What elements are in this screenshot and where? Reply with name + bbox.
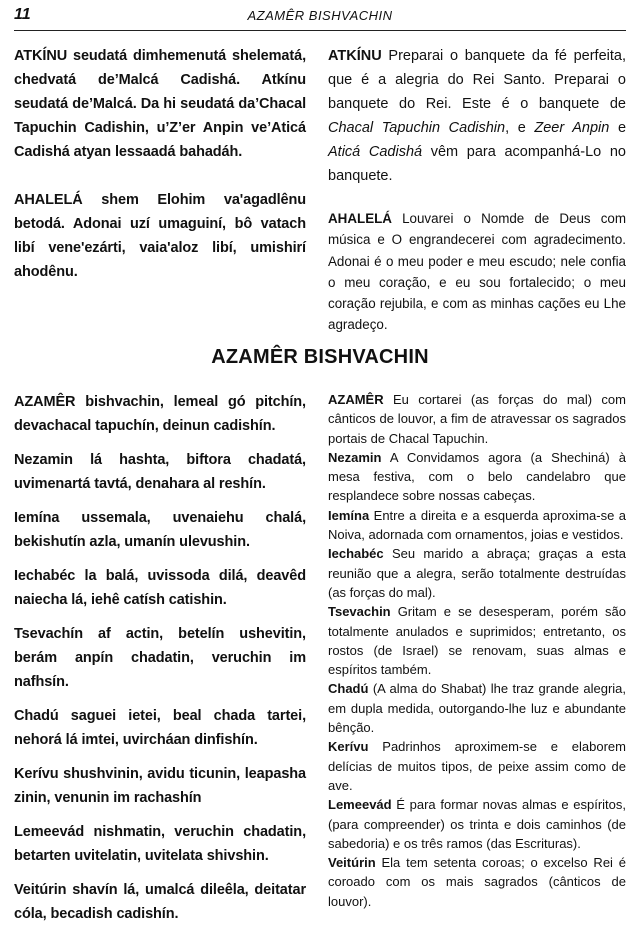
text-part: vêm para acompanhá-Lo no banquete. <box>328 144 626 184</box>
paragraph-atkinu-translation <box>328 44 626 188</box>
lead-word: AZAMÊR <box>14 394 76 410</box>
entry-text: (A alma do Shabat) lhe traz grande alegria, em dupla medida, outorgando-lhe luz e abundante bênção. <box>328 681 626 736</box>
lead-word: Veitúrin <box>328 855 376 871</box>
stanza <box>14 390 306 438</box>
lead-word: Nezamin <box>328 449 382 465</box>
page-header <box>14 6 626 31</box>
italic-term: Aticá Cadishá <box>328 144 423 160</box>
stanza-text: Iechabéc la balá, uvissoda dilá, deavêd naiecha lá, iehê catísh catishin. <box>14 568 306 608</box>
paragraph-ahalela-translit <box>14 188 306 284</box>
entry-text: A Convidamos agora (a Shechiná) à mesa festiva, com o belo candelabro que resplandece sobre nossas cabeças. <box>328 449 626 504</box>
lead-word: AHALELÁ <box>328 211 392 226</box>
top-translation-column <box>328 44 626 336</box>
paragraph-atkinu-translit <box>14 44 306 164</box>
stanza-text: Nezamin lá hashta, biftora chadatá, uvimenartá tavtá, denahara al reshín. <box>14 452 306 492</box>
stanza-text: Kerívu shushvinin, avidu ticunin, leapasha zinin, venunin im rachashín <box>14 766 306 806</box>
stanza-text: Chadú saguei ietei, beal chada tartei, nehorá lá imtei, uvircháan dinfishín. <box>14 708 306 748</box>
entry-text: É para formar novas almas e espíritos, (para compreender) os trinta e dois caminhos (de sabedoria) e os três ramos (das Escrituras). <box>328 797 626 851</box>
entry-text: Eu cortarei (as forças do mal) com cânticos de louvor, a fim de atravessar os sagrados portais de Chacal Tapuchin. <box>328 392 626 446</box>
translation-entry <box>328 602 626 679</box>
paragraph-ahalela-translation <box>328 208 626 336</box>
running-title: AZAMÊR BISHVACHIN <box>247 8 393 23</box>
lead-word: ATKÍNU <box>14 48 68 64</box>
lead-word: Tsevachin <box>328 604 391 620</box>
top-transliteration-column <box>14 44 306 284</box>
translation-entry <box>328 544 626 602</box>
lead-word: Lemeevád <box>328 797 392 813</box>
lead-word: Iemína <box>328 507 370 523</box>
stanza-text: bishvachin, lemeal gó pitchín, devachacal tapuchín, deinun cadishín. <box>14 394 306 434</box>
lead-word: Kerívu <box>328 739 369 755</box>
stanza <box>14 820 306 868</box>
stanza-text: Tsevachín af actin, betelín ushevitin, berám anpín chadatin, veruchin im nafhsín. <box>14 626 306 690</box>
lead-word: Chadú <box>328 681 369 697</box>
stanza-text: Veitúrin shavín lá, umalcá dileêla, deitatar cóla, becadish cadishín. <box>14 882 306 922</box>
stanza <box>14 564 306 612</box>
translation-entry <box>328 679 626 737</box>
stanza <box>14 622 306 694</box>
stanza <box>14 878 306 926</box>
entry-text: Gritam e se desesperam, porém são totalmente anulados e suprimidos; entretanto, os rostos (de Israel) se renovam, suas almas e espíritos também. <box>328 604 626 678</box>
song-translation-column <box>328 390 626 911</box>
entry-text: Seu marido a abraça; graças a esta reunião que a alegra, serão totalmente destruídas (as forças do mal). <box>328 546 626 600</box>
stanza-text: Iemína ussemala, uvenaiehu chalá, bekishutín azla, umanín ulevushin. <box>14 510 306 550</box>
entry-text: Entre a direita e a esquerda aproxima-se a Noiva, adornada com ornamentos, joias e vestidos. <box>328 507 626 543</box>
italic-term: Zeer Anpin <box>534 120 610 136</box>
translation-entry <box>328 448 626 506</box>
translation-entry <box>328 390 626 448</box>
section-title: AZAMÊR BISHVACHIN <box>211 346 429 368</box>
page-number: 11 <box>14 6 31 23</box>
stanza <box>14 506 306 554</box>
entry-text: Padrinhos aproximem-se e elaborem delícias de muitos tipos, de peixe assim como de ave. <box>328 739 626 793</box>
paragraph-text: shem Elohim va'agadlênu betodá. Adonai uzí umaguiní, bô vatach libí vene'ezárti, vaia'aloz libí, umishirí ahodênu. <box>14 192 306 280</box>
translation-entry <box>328 795 626 853</box>
entry-text: Ela tem setenta coroas; o excelso Rei é coroado com os mais sagrados (cânticos de louvor). <box>328 855 626 909</box>
translation-entry <box>328 737 626 795</box>
song-transliteration-column <box>14 390 306 936</box>
text-part: Preparai o banquete da fé perfeita, que é a alegria do Rei Santo. Preparai o banquete do Rei. Este é o banquete de <box>328 48 626 112</box>
paragraph-text: seudatá dimhemenutá shelematá, chedvatá de’Malcá Cadishá. Atkínu seudatá de’Malcá. Da hi seudatá da’Chacal Tapuchin Cadishin, u’Z’er Anpin ve’Aticá Cadishá atyan lessaadá bahadáh. <box>14 48 306 160</box>
stanza <box>14 448 306 496</box>
lead-word: Iechabéc <box>328 546 384 562</box>
translation-entry <box>328 506 626 545</box>
paragraph-text: Louvarei o Nomde de Deus com música e O engrandecerei com agradecimento. Adonai é o meu poder e meu escudo; nele confia o meu coração, e eu sou fortalecido; o meu coração rejubila, e com as minhas cações eu Lhe agradeço. <box>328 211 626 333</box>
lead-word: AHALELÁ <box>14 192 83 208</box>
stanza <box>14 704 306 752</box>
translation-entry <box>328 853 626 911</box>
lead-word: ATKÍNU <box>328 48 382 64</box>
text-part: , e <box>505 120 535 136</box>
stanza-text: Lemeevád nishmatin, veruchin chadatin, betarten uvitelatin, uvitelata shivshin. <box>14 824 306 864</box>
italic-term: Chacal Tapuchin Cadishin <box>328 120 506 136</box>
stanza <box>14 762 306 810</box>
lead-word: AZAMÊR <box>328 392 384 407</box>
text-part: e <box>609 120 627 136</box>
